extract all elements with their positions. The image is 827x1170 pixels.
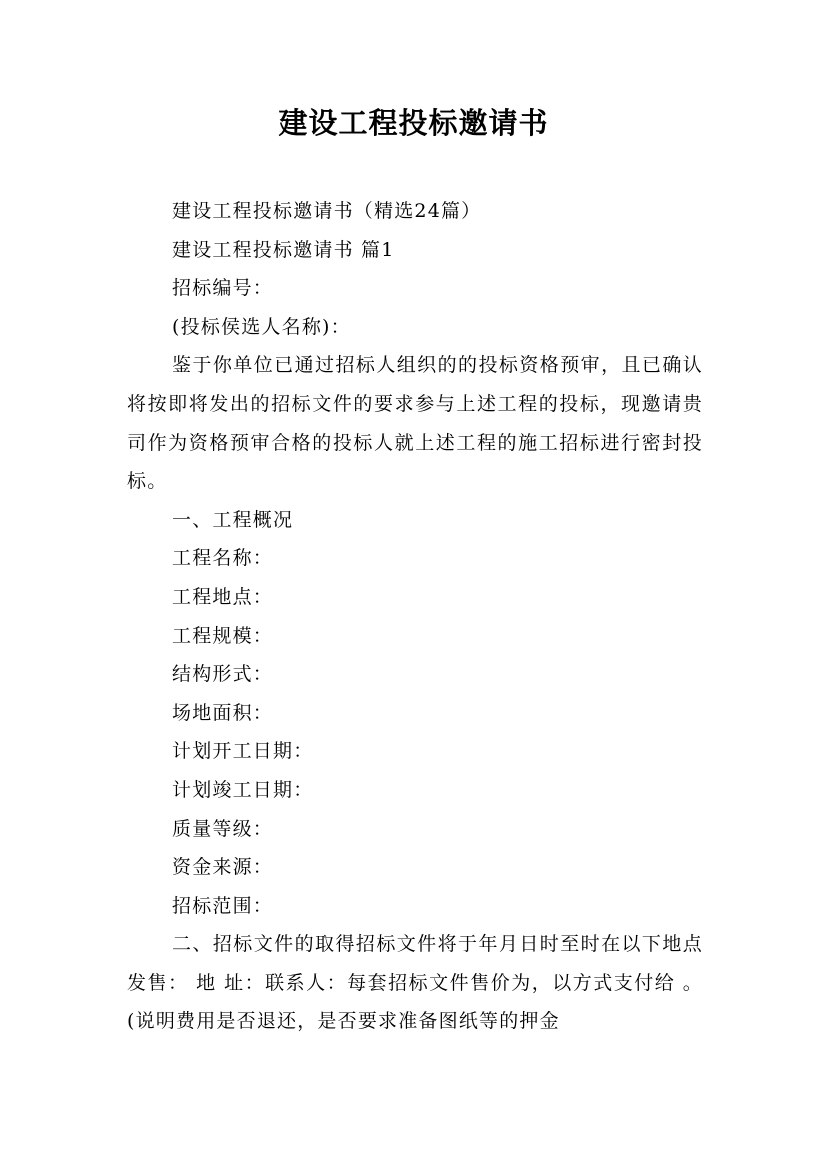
paragraph-section-heading: 建设工程投标邀请书 篇1 (172, 238, 395, 261)
field-tender-scope: 招标范围： (172, 894, 274, 917)
field-quality-grade: 质量等级： (172, 817, 274, 840)
paragraph-candidate-name: (投标侯选人名称)： (172, 315, 351, 338)
field-site-area: 场地面积： (172, 701, 274, 724)
field-project-location: 工程地点： (172, 585, 274, 608)
document-title: 建设工程投标邀请书 (278, 106, 549, 140)
field-planned-completion-date: 计划竣工日期： (172, 778, 314, 801)
field-project-scale: 工程规模： (172, 624, 274, 647)
paragraph-subtitle: 建设工程投标邀请书（精选24篇） (172, 200, 482, 222)
field-planned-start-date: 计划开工日期： (172, 740, 314, 763)
paragraph-project-overview-heading: 一、工程概况 (172, 508, 294, 531)
field-project-name: 工程名称： (172, 547, 274, 570)
field-structure-type: 结构形式： (172, 663, 274, 686)
paragraph-tender-documents: 二、招标文件的取得招标文件将于年月日时至时在以下地点发售： 地 址：联系人：每套招标文件售价为，以方式支付给 。(说明费用是否退还，是否要求准备图纸等的押金 (127, 933, 703, 1033)
paragraph-tender-number: 招标编号： (172, 277, 274, 300)
field-funding-source: 资金来源： (172, 856, 274, 879)
document-body (127, 192, 703, 1041)
paragraph-invitation-text: 鉴于你单位已通过招标人组织的的投标资格预审，且已确认将按即将发出的招标文件的要求参与上述工程的投标，现邀请贵司作为资格预审合格的投标人就上述工程的施工招标进行密封投标。 (127, 354, 703, 493)
